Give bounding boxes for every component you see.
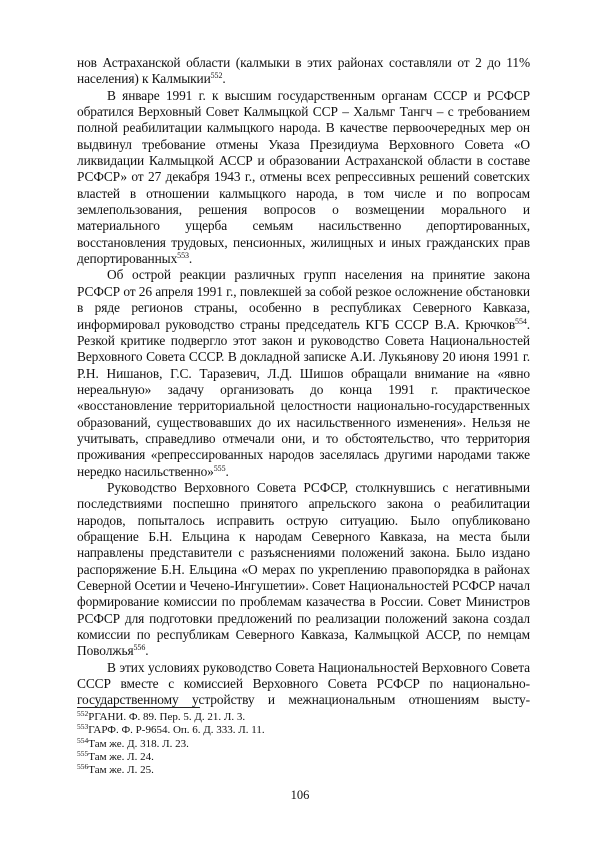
- footnote-556: [77, 764, 530, 777]
- footnote-552: [77, 711, 530, 724]
- main-text: [77, 55, 530, 709]
- footnote-number: 556: [77, 762, 89, 772]
- page-number: 106: [290, 788, 310, 802]
- footnote-554: [77, 735, 530, 751]
- paragraph-leadership: [77, 480, 530, 660]
- footnote-text: РГАНИ. Ф. 89. Пер. 5. Д. 21. Л. 3.: [88, 711, 246, 723]
- paragraph-tail: .: [225, 463, 229, 479]
- paragraph-tail: .: [188, 251, 193, 267]
- paragraph-petition: [77, 88, 530, 268]
- footnote-divider: [77, 707, 200, 708]
- paragraph-tail: .: [145, 643, 149, 659]
- paragraph-text: В этих условиях руководство Совета Национальностей Верховного Совета СССР вместе с комиссией Верховного Совета РСФСР по национально-государственному устройству и межнациональным отношениям высту-: [77, 659, 530, 708]
- footnote-number: 555: [77, 748, 89, 758]
- footnote-number: 552: [77, 709, 89, 718]
- footnote-number: 554: [77, 735, 89, 745]
- footnote-reference[interactable]: 553: [177, 251, 189, 261]
- paragraph-reaction: [77, 267, 530, 479]
- paragraph-continuation: [77, 55, 530, 88]
- footnote-reference[interactable]: 552: [210, 71, 223, 81]
- footnote-553: [77, 724, 530, 737]
- footnote-555: [77, 748, 530, 764]
- footnotes: [77, 711, 530, 777]
- paragraph-text: . Резкой критике подвергло этот закон и руководство Совета Национальностей Верховного Совета СССР. В докладной записке А.И. Лукьянову 20 июня 1991 г. Р.Н. Нишанов, Г.С. Таразевич, Л.Д. Шишов обращали внимание на «явно нереальную» задачу организовать до конца 1991 г. практическое «восстановление территориальной целостности национально-государственных образований, существовавших до их насильственного изменения». Нельзя не учитывать, справедливо отмечали они, и то обстоятельство, что территория проживания «репрессированных народов заселялась другими народами также нередко насильственно»: [77, 316, 530, 479]
- footnote-number: 553: [77, 722, 89, 732]
- paragraph-text: нов Астраханской области (калмыки в этих районах составляли от 2 до 11% населения) к Калмыкии: [77, 55, 530, 87]
- footnote-text: Там же. Л. 24.: [88, 750, 154, 763]
- paragraph-text: Об острой реакции различных групп населения на принятие закона РСФСР от 26 апреля 1991 г., повлекшей за собой резкое осложнение обстановки в ряде регионов страны, особенно в республиках Северного Кавказа, информировал руководство страны председатель КГБ СССР В.А. Крючков: [77, 267, 530, 332]
- footnote-text: ГАРФ. Ф. Р-9654. Оп. 6. Д. 333. Л. 11.: [88, 724, 265, 737]
- footnote-reference[interactable]: 554: [515, 316, 527, 326]
- paragraph-conditions: [77, 660, 530, 709]
- paragraph-text: Руководство Верховного Совета РСФСР, столкнувшись с негативными последствиями поспешно принятого апрельского закона о реабилитации народов, попыталось исправить острую ситуацию. Было опубликовано обращение Б.Н. Ельцина к народам Северного Кавказа, на места были направлены представители с разъяснениями положений закона. Было издано распоряжение Б.Н. Ельцина «О мерах по укреплению правопорядка в районах Северной Осетии и Чечено-Ингушетии». Совет Национальностей РСФСР начал формирование комиссии по проблемам казачества в России. Совет Министров РСФСР для подготовки предложений по реализации положений закона создал комиссии по республикам Северного Кавказа, Калмыцкой АССР, по немцам Поволжья: [77, 479, 530, 659]
- footnote-text: Там же. Л. 25.: [88, 764, 154, 777]
- paragraph-tail: .: [222, 71, 226, 87]
- footnote-reference[interactable]: 556: [133, 643, 146, 653]
- footnote-reference[interactable]: 555: [213, 463, 226, 473]
- footnote-text: Там же. Д. 318. Л. 23.: [88, 737, 189, 750]
- paragraph-text: В январе 1991 г. к высшим государственным органам СССР и РСФСР обратился Верховный Совет Калмыцкой ССР – Хальмг Тангч – с требованием полной реабилитации калмыцкого народа. В качестве первоочередных мер он выдвинул требование отмены Указа Президиума Верховного Совета «О ликвидации Калмыцкой АССР и образовании Астраханской области в составе РСФСР» от 27 декабря 1943 г., отмены всех репрессивных решений советских властей в отношении калмыцкого народа, в том числе и по вопросам землепользования, решения вопросов о возмещении морального и материального ущерба семьям насильственно депортированных, восстановления трудовых, пенсионных, жилищных и иных гражданских прав депортированных: [77, 87, 530, 267]
